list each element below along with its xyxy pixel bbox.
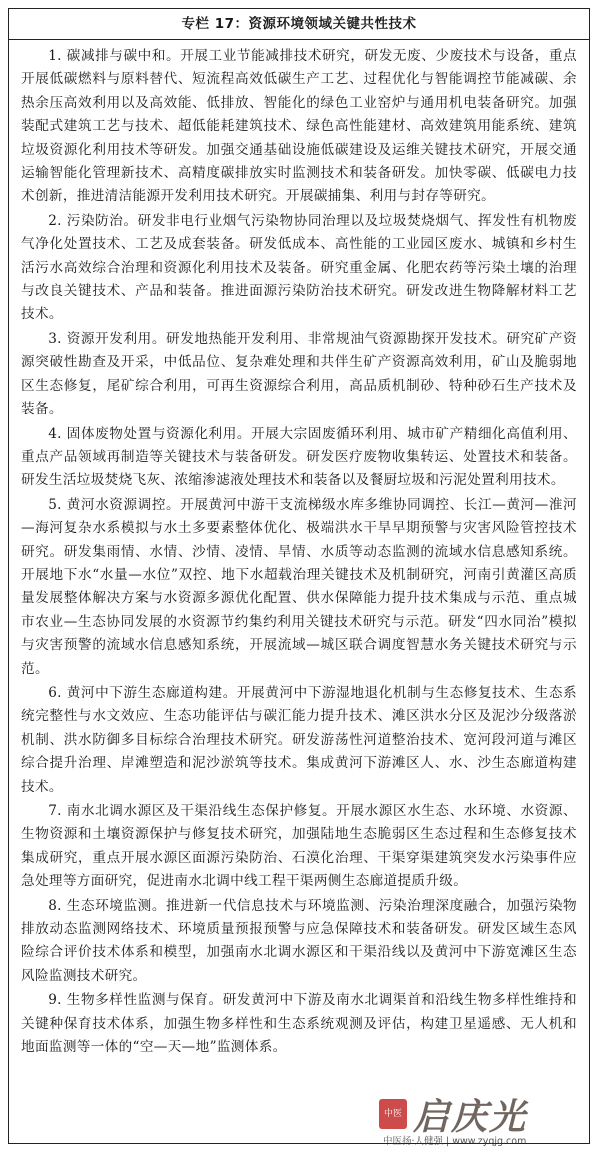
column-box	[8, 8, 590, 1144]
paragraph-pollution-control: 2. 污染防治。研发非电行业烟气污染物协同治理以及垃圾焚烧烟气、挥发性有机物废气净化处置技术、工艺及成套装备。研发低成本、高性能的工业园区废水、城镇和乡村生活污水高效综合治理和资源化利用技术及装备。研究重金属、化肥农药等污染土壤的治理与改良关键技术、产品和装备。推进面源污染防治技术研究。研发改进生物降解材料工艺技术。	[21, 212, 577, 323]
column-content	[9, 40, 589, 1059]
column-title: 专栏 17：资源环境领域关键共性技术	[9, 9, 589, 40]
paragraph-biodiversity: 9. 生物多样性监测与保育。研发黄河中下游及南水北调渠首和沿线生物多样性维持和关键种保育技术体系，加强生物多样性和生态系统观测及评估，构建卫星遥感、无人机和地面监测等一体的“空—天—地”监测体系。	[21, 992, 577, 1056]
paragraph-carbon-reduction: 1. 碳减排与碳中和。开展工业节能减排技术研究，研发无废、少废技术与设备，重点开展低碳燃料与原料替代、短流程高效低碳生产工艺、过程优化与智能调控节能减碳、余热余压高效利用以及高效能、低排放、智能化的绿色工业窑炉与通用机电装备研究。加强装配式建筑工艺与技术、超低能耗建筑技术、绿色高性能建材、高效建筑用能系统、建筑垃圾资源化利用技术等研发。加强交通基础设施低碳建设及运维关键技术研究，开展交通运输智能化管理新技术、高精度碳排放实时监测技术和装备研发。加快零碳、低碳电力技术创新，推进清洁能源开发利用技术研究。开展碳捕集、利用与封存等研究。	[21, 48, 577, 205]
paragraph-solid-waste: 4. 固体废物处置与资源化利用。开展大宗固废循环利用、城市矿产精细化高值利用、重点产品领域再制造等关键技术与装备研发。研发医疗废物收集转运、处置技术和装备。研发生活垃圾焚烧飞灰、浓缩渗滤液处理技术和装备以及餐厨垃圾和污泥处置利用技术。	[21, 425, 577, 489]
paragraph-resource-development: 3. 资源开发利用。研发地热能开发利用、非常规油气资源勘探开发技术。研究矿产资源突破性勘查及开采，中低品位、复杂难处理和共伴生矿产资源高效利用，矿山及脆弱地区生态修复，尾矿综合利用，可再生资源综合利用，高品质机制砂、特种砂石生产技术及装备。	[21, 330, 577, 418]
paragraph-yellow-river-water: 5. 黄河水资源调控。开展黄河中游干支流梯级水库多维协同调控、长江—黄河—淮河—海河复杂水系模拟与水土多要素整体优化、极端洪水干旱早期预警与灾害风险管控技术研究。研发集雨情、水情、沙情、凌情、旱情、水质等动态监测的流域水信息感知系统。开展地下水“水量—水位”双控、地下水超载治理关键技术及机制研究，河南引黄灌区高质量发展整体解决方案与水资源多源优化配置、供水保障能力提升技术集成与示范、重点城市农业—生态协同发展的水资源节约集约利用关键技术研究与示范。研发“四水同治”模拟与灾害预警的流域水信息感知系统，开展流域—城区联合调度智慧水务关键技术研究与示范。	[21, 496, 577, 677]
paragraph-south-north-water: 7. 南水北调水源区及干渠沿线生态保护修复。开展水源区水生态、水环境、水资源、生物资源和土壤资源保护与修复技术研究，加强陆地生态脆弱区生态过程和生态修复技术集成研究，重点开展水源区面源污染防治、石漠化治理、干渠穿渠建筑突发水污染事件应急处理等方面研究，促进南水北调中线工程干渠两侧生态廊道提质升级。	[21, 803, 577, 890]
paragraph-environment-monitoring: 8. 生态环境监测。推进新一代信息技术与环境监测、污染治理深度融合，加强污染物排放动态监测网络技术、环境质量预报预警与应急保障技术和装备研发。研发区域生态风险综合评价技术体系和模型，加强南水北调水源区和干渠沿线以及黄河中下游宽滩区生态风险监测技术研究。	[21, 897, 577, 984]
watermark-url: 中医扬·人健强 | www.zyqjg.com	[383, 1136, 527, 1147]
watermark-seal: 中医	[379, 1099, 407, 1129]
watermark-brand: 启庆光	[413, 1096, 528, 1138]
paragraph-ecological-corridor: 6. 黄河中下游生态廊道构建。开展黄河中下游湿地退化机制与生态修复技术、生态系统完整性与水文效应、生态功能评估与碳汇能力提升技术、滩区洪水分区及泥沙分级落淤机制、洪水防御多目标综合治理技术研究。研发游荡性河道整治技术、宽河段河道与滩区综合提升治理、岸滩塑造和泥沙淤筑等技术。集成黄河下游滩区人、水、沙生态廊道构建技术。	[21, 684, 577, 795]
